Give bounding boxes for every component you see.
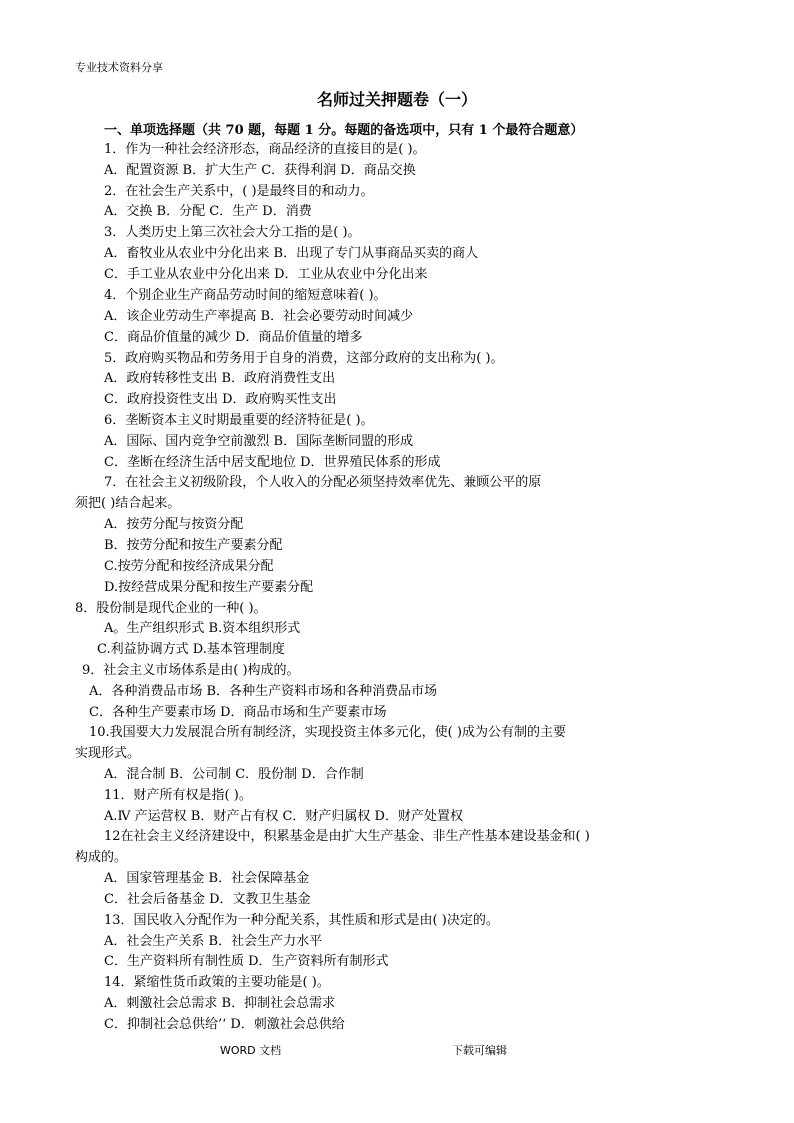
option-line: C.按劳分配和按经济成果分配 bbox=[104, 559, 274, 574]
option-line: A．社会生产关系 B．社会生产力水平 bbox=[104, 934, 323, 949]
option-line: D.按经营成果分配和按生产要素分配 bbox=[104, 580, 314, 595]
option-line: A．混合制 B．公司制 C．股份制 D．合作制 bbox=[104, 767, 364, 782]
option-line: A．国际、国内竞争空前激烈 B．国际垄断同盟的形成 bbox=[104, 434, 414, 449]
option-line: A.Ⅳ 产运营权 B．财产占有权 C．财产归属权 D．财产处置权 bbox=[104, 809, 463, 824]
option-line: C.利益协调方式 D.基本管理制度 bbox=[97, 642, 285, 657]
question-line: 须把( )结合起来。 bbox=[75, 496, 181, 511]
option-line: A．畜牧业从农业中分化出来 B．出现了专门从事商品买卖的商人 bbox=[104, 246, 479, 261]
footer-right: 下载可编辑 bbox=[452, 1044, 507, 1057]
option-line: C．垄断在经济生活中居支配地位 D．世界殖民体系的形成 bbox=[104, 455, 441, 470]
option-line: A．配置资源 B．扩大生产 C．获得利润 D．商品交换 bbox=[104, 163, 416, 178]
question-line: 11．财产所有权是指( )。 bbox=[104, 788, 252, 803]
question-line: 1．作为一种社会经济形态，商品经济的直接目的是( )。 bbox=[104, 142, 426, 157]
question-line: 2．在社会生产关系中，( )是最终目的和动力。 bbox=[104, 184, 374, 199]
option-line: C．生产资料所有制性质 D．生产资料所有制形式 bbox=[104, 954, 389, 969]
option-line: A．刺激社会总需求 B．抑制社会总需求 bbox=[104, 996, 336, 1011]
question-line: 14．紧缩性货币政策的主要功能是( )。 bbox=[104, 975, 330, 990]
question-line: 实现形式。 bbox=[75, 746, 141, 761]
option-line: C．抑制社会总供给’‘ D．刺激社会总供给 bbox=[104, 1017, 345, 1032]
option-line: A。生产组织形式 B.资本组织形式 bbox=[104, 621, 301, 636]
option-line: A．政府转移性支出 B．政府消费性支出 bbox=[104, 371, 336, 386]
footer-left: WORD 文档 bbox=[220, 1044, 282, 1057]
page-title: 名师过关押题卷（一） bbox=[316, 90, 477, 109]
option-line: A．该企业劳动生产率提高 B．社会必要劳动时间减少 bbox=[104, 309, 414, 324]
question-line: 构成的。 bbox=[75, 850, 128, 865]
option-line: C．社会后备基金 D．文教卫生基金 bbox=[104, 892, 311, 907]
question-line: 6．垄断资本主义时期最重要的经济特征是( )。 bbox=[104, 413, 374, 428]
option-line: C．手工业从农业中分化出来 D．工业从农业中分化出来 bbox=[104, 267, 428, 282]
option-line: A．按劳分配与按资分配 bbox=[104, 517, 244, 532]
option-line: C．政府投资性支出 D．政府购买性支出 bbox=[104, 392, 337, 407]
question-line: 4．个别企业生产商品劳动时间的缩短意味着( )。 bbox=[104, 288, 387, 303]
option-line: A．国家管理基金 B．社会保障基金 bbox=[104, 871, 310, 886]
question-line: 13．国民收入分配作为一种分配关系，其性质和形式是由( )决定的。 bbox=[104, 913, 499, 928]
option-line: C．各种生产要素市场 D．商品市场和生产要素市场 bbox=[89, 705, 387, 720]
option-line: A．交换 B．分配 C．生产 D．消费 bbox=[104, 204, 312, 219]
question-line: 3．人类历史上第三次社会大分工指的是( )。 bbox=[104, 225, 361, 240]
question-line: 7．在社会主义初级阶段，个人收入的分配必须坚持效率优先、兼顾公平的原 bbox=[104, 475, 542, 490]
question-line: 5．政府购买物品和劳务用于自身的消费，这部分政府的支出称为( )。 bbox=[104, 351, 504, 366]
section-heading: 一、单项选择题（共 70 题，每题 1 分。每题的备选项中，只有 1 个最符合题意） bbox=[104, 123, 584, 138]
question-line: 10.我国要大力发展混合所有制经济，实现投资主体多元化，使( )成为公有制的主要 bbox=[89, 725, 566, 740]
option-line: B．按劳分配和按生产要素分配 bbox=[104, 538, 283, 553]
header-note: 专业技术资料分享 bbox=[75, 61, 163, 74]
question-line: 12在社会主义经济建设中，积累基金是由扩大生产基金、非生产性基本建设基金和( ) bbox=[104, 829, 590, 844]
question-line: 9．社会主义市场体系是由( )构成的。 bbox=[82, 663, 300, 678]
option-line: A．各种消费品市场 B．各种生产资料市场和各种消费品市场 bbox=[89, 684, 438, 699]
question-line: 8．股份制是现代企业的一种( )。 bbox=[75, 601, 267, 616]
option-line: C．商品价值量的减少 D．商品价值量的增多 bbox=[104, 330, 363, 345]
